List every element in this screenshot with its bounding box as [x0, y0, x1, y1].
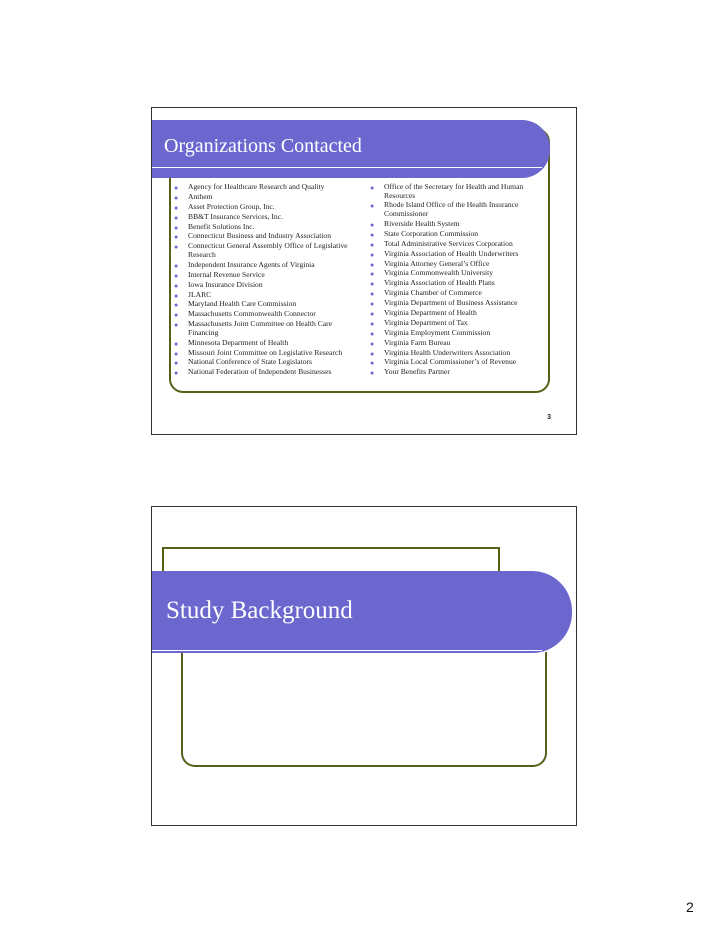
- bullet-icon: ●: [370, 184, 375, 192]
- list-item-text: Virginia Chamber of Commerce: [384, 288, 482, 298]
- bullet-icon: ●: [174, 291, 179, 300]
- bullet-icon: ●: [174, 369, 179, 378]
- list-item: [370, 201, 555, 218]
- slide-page-number: 3: [547, 414, 551, 421]
- list-item-text: BB&T Insurance Services, Inc.: [188, 211, 283, 221]
- bullet-icon: ●: [370, 339, 375, 348]
- list-item: [370, 269, 555, 278]
- list-item-text: JLARC: [188, 289, 212, 299]
- list-item-text: State Corporation Commission: [384, 228, 479, 238]
- list-item: [370, 279, 555, 288]
- bullet-icon: ●: [174, 203, 179, 212]
- bullet-icon: ●: [370, 309, 375, 318]
- list-item-text: Benefit Solutions Inc.: [188, 221, 255, 231]
- list-item-text: Your Benefits Partner: [384, 367, 450, 377]
- list-item: [174, 223, 364, 232]
- list-item: [174, 368, 364, 377]
- title-rule: [152, 167, 542, 168]
- list-item: [370, 358, 555, 367]
- list-item-text: Virginia Commonwealth University: [384, 268, 494, 278]
- list-item: [370, 183, 555, 200]
- list-item: [370, 250, 555, 259]
- bullet-icon: ●: [370, 202, 375, 211]
- bullet-icon: ●: [174, 261, 179, 270]
- list-item-text: Massachusetts Commonwealth Connector: [188, 309, 316, 319]
- bullet-icon: ●: [174, 223, 179, 232]
- bullet-icon: ●: [174, 321, 179, 330]
- list-item: [174, 213, 364, 222]
- list-item: [174, 349, 364, 358]
- list-item: [370, 220, 555, 229]
- list-item: [370, 319, 555, 328]
- bullet-icon: ●: [370, 290, 375, 299]
- list-item-text: Riverside Health System: [384, 218, 460, 228]
- list-item: [174, 320, 364, 337]
- bullet-icon: ●: [370, 230, 375, 239]
- list-item-text: Virginia Employment Commission: [384, 327, 491, 337]
- list-item: [370, 230, 555, 239]
- list-item-text: Connecticut Business and Industry Association: [188, 231, 332, 241]
- list-item: [174, 193, 364, 202]
- list-item-text: Virginia Farm Bureau: [384, 337, 451, 347]
- list-item-text: Virginia Department of Business Assistance: [384, 298, 518, 308]
- list-item-text: Virginia Attorney General’s Office: [384, 258, 490, 268]
- slide-organizations-contacted: [151, 107, 577, 435]
- bullet-icon: ●: [174, 281, 179, 290]
- bullet-icon: ●: [174, 213, 179, 222]
- slide-title: Study Background: [166, 597, 353, 624]
- list-item: [370, 299, 555, 308]
- list-item: [174, 300, 364, 309]
- list-item-text: Internal Revenue Service: [188, 269, 265, 279]
- bullet-icon: ●: [174, 349, 179, 358]
- bullet-icon: ●: [370, 329, 375, 338]
- bullet-icon: ●: [370, 369, 375, 378]
- list-item-text: Virginia Department of Health: [384, 307, 477, 317]
- list-item-text: Asset Protection Group, Inc.: [188, 201, 275, 211]
- list-item: [174, 291, 364, 300]
- list-item: [370, 260, 555, 269]
- bullet-icon: ●: [174, 301, 179, 310]
- list-item: [174, 281, 364, 290]
- list-item-text: Virginia Association of Health Underwriters: [384, 248, 519, 258]
- bullet-icon: ●: [370, 220, 375, 229]
- bullet-icon: ●: [174, 339, 179, 348]
- list-item: [370, 339, 555, 348]
- bullet-icon: ●: [370, 240, 375, 249]
- slide-study-background: [151, 506, 577, 826]
- list-item-text: Rhode Island Office of the Health Insurance Commissioner: [384, 200, 519, 219]
- list-item-text: Virginia Department of Tax: [384, 317, 468, 327]
- bullet-icon: ●: [370, 319, 375, 328]
- list-item: [174, 203, 364, 212]
- list-item-text: Total Administrative Services Corporation: [384, 238, 513, 248]
- sheet-page-number: 2: [686, 899, 694, 915]
- organization-list-left: [174, 183, 364, 378]
- bullet-icon: ●: [174, 233, 179, 242]
- bullet-icon: ●: [370, 280, 375, 289]
- list-item: [174, 339, 364, 348]
- list-item: [370, 329, 555, 338]
- bullet-icon: ●: [370, 260, 375, 269]
- top-outline-frame: [162, 547, 500, 573]
- organization-list-right: [370, 183, 555, 378]
- list-item: [174, 183, 364, 192]
- list-item-text: Maryland Health Care Commission: [188, 299, 297, 309]
- list-item: [370, 289, 555, 298]
- list-item: [174, 232, 364, 241]
- list-item: [174, 271, 364, 280]
- list-item-text: Connecticut General Assembly Office of Legislative Research: [188, 241, 348, 259]
- list-item-text: Iowa Insurance Division: [188, 279, 263, 289]
- list-item-text: National Federation of Independent Businesses: [188, 367, 332, 377]
- list-item: [174, 242, 364, 259]
- bullet-icon: ●: [174, 271, 179, 280]
- bullet-icon: ●: [370, 359, 375, 368]
- content-frame: [181, 652, 547, 767]
- list-item: [370, 309, 555, 318]
- list-item-text: Office of the Secretary for Health and Human Resources: [384, 182, 524, 200]
- bullet-icon: ●: [174, 243, 179, 252]
- list-item: [370, 349, 555, 358]
- list-item: [174, 358, 364, 367]
- slide-title: Organizations Contacted: [164, 135, 362, 157]
- list-item-text: Independent Insurance Agents of Virginia: [188, 259, 315, 269]
- list-item-text: Virginia Association of Health Plans: [384, 278, 495, 288]
- list-item-text: Anthem: [188, 191, 213, 201]
- bullet-icon: ●: [370, 270, 375, 279]
- list-item-text: Virginia Health Underwriters Association: [384, 347, 511, 357]
- bullet-icon: ●: [174, 193, 179, 202]
- bullet-icon: ●: [370, 300, 375, 309]
- bullet-icon: ●: [174, 311, 179, 320]
- list-item-text: Missouri Joint Committee on Legislative Research: [188, 347, 343, 357]
- list-item-text: Agency for Healthcare Research and Quality: [188, 182, 325, 191]
- bullet-icon: ●: [370, 349, 375, 358]
- list-item-text: Minnesota Department of Health: [188, 337, 289, 347]
- list-item: [370, 240, 555, 249]
- list-item: [174, 261, 364, 270]
- bullet-icon: ●: [370, 250, 375, 259]
- list-item: [174, 310, 364, 319]
- title-rule: [152, 650, 542, 651]
- list-item: [370, 368, 555, 377]
- list-item-text: Virginia Local Commissioner’s of Revenue: [384, 357, 517, 367]
- list-item-text: National Conference of State Legislators: [188, 357, 312, 367]
- list-item-text: Massachusetts Joint Committee on Health Care Financing: [188, 319, 333, 337]
- bullet-icon: ●: [174, 184, 179, 192]
- bullet-icon: ●: [174, 359, 179, 368]
